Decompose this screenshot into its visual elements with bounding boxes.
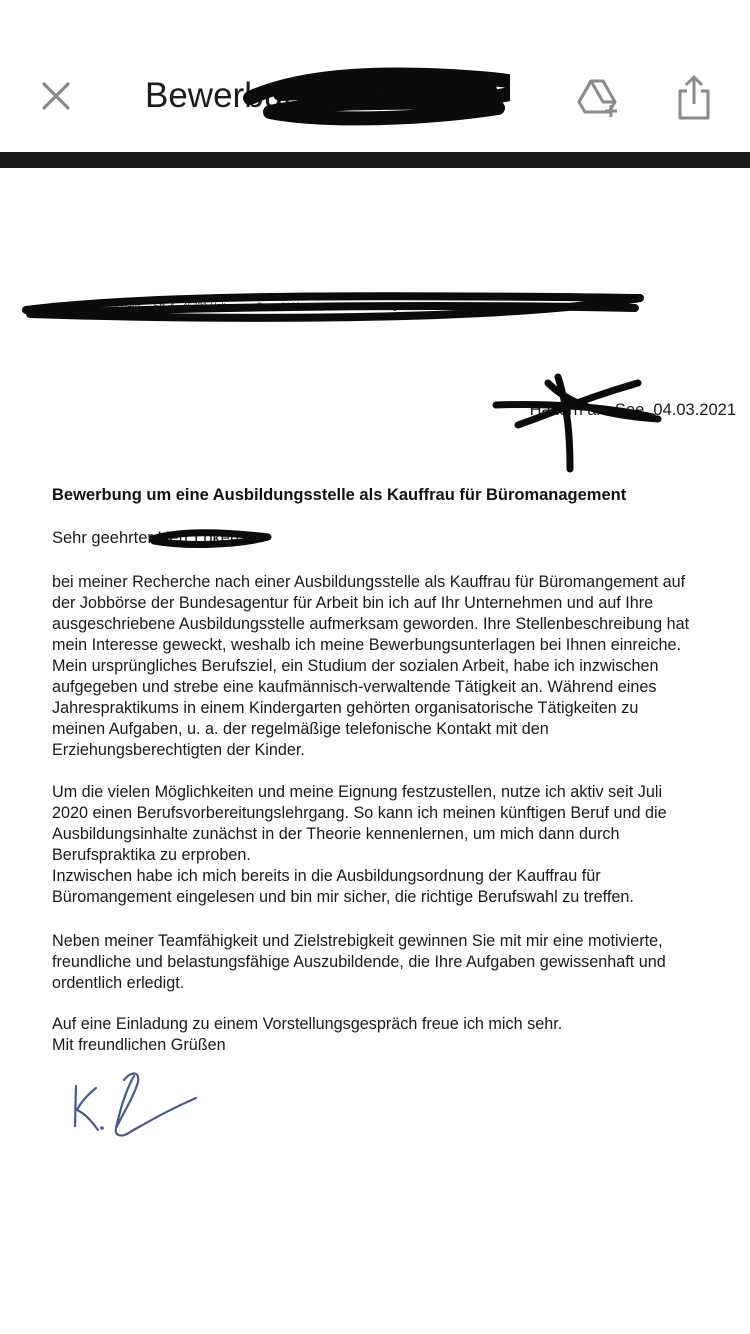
text-line: Inzwischen habe ich mich bereits in die Ausbildungsordnung der Kauffrau für xyxy=(52,867,601,885)
close-icon xyxy=(40,80,72,112)
text-line: Berufspraktika zu erproben. xyxy=(52,846,251,864)
text-line: freundliche und belastungsfähige Auszubildende, die Ihre Aufgaben gewissenhaft und xyxy=(52,953,666,971)
text-line: der Jobbörse der Bundesagentur für Arbeit bin ich auf Ihr Unternehmen und auf Ihre xyxy=(52,594,654,612)
text-line: Mein ursprüngliches Berufsziel, ein Studium der sozialen Arbeit, habe ich inzwischen xyxy=(52,657,659,675)
text-line: 2020 einen Berufsvorbereitungslehrgang. So kann ich meinen künftigen Beruf und die xyxy=(52,804,667,822)
document-title: Bewerbung Gis Cons... xyxy=(145,76,505,115)
share-button[interactable] xyxy=(668,70,720,126)
text-line: Auf eine Einladung zu einem Vorstellungsgespräch freue ich mich sehr. xyxy=(52,1015,563,1033)
text-line: mein Interesse geweckt, weshalb ich meine Bewerbungsunterlagen bei Ihnen einreiche. xyxy=(52,636,681,654)
text-line: Ausbildungsinhalte zunächst in der Theorie kennenlernen, um mich dann durch xyxy=(52,825,620,843)
close-button[interactable] xyxy=(34,74,78,118)
text-line: meinen Aufgaben, u. a. der regelmäßige telefonische Kontakt mit den xyxy=(52,720,549,738)
text-line: Um die vielen Möglichkeiten und meine Eignung festzustellen, nutze ich aktiv seit Juli xyxy=(52,783,663,801)
letter-subject: Bewerbung um eine Ausbildungsstelle als Kauffrau für Büromanagement xyxy=(52,486,627,504)
letter-closing xyxy=(52,1014,742,1056)
text-line: Erziehungsberechtigten der Kinder. xyxy=(52,741,305,759)
text-line: Jahrespraktikums in einem Kindergarten gehörten organisatorische Tätigkeiten zu xyxy=(52,699,639,717)
letter-paragraph-3 xyxy=(52,931,742,994)
text-line: Büromangement eingelesen und bin mir sicher, die richtige Berufswahl zu treffen. xyxy=(52,888,634,906)
letter-paragraph-1 xyxy=(52,572,742,761)
letter-date: Haltern am See, 04.03.2021 xyxy=(529,401,736,419)
text-line: ausgeschriebene Ausbildungsstelle aufmerksam geworden. Ihre Stellenbeschreibung hat xyxy=(52,615,690,633)
header-divider xyxy=(0,152,750,168)
letter-salutation: Sehr geehrter Herr Löken, xyxy=(52,529,244,547)
text-line: aufgegeben und strebe eine kaufmännisch-verwaltende Tätigkeit an. Während eines xyxy=(52,678,657,696)
add-to-drive-icon xyxy=(575,77,621,119)
sender-address-line: Ksenia S... · Reinhard-...-Str. 4 · 45721 Haltern am See · 0160... · spielmannksenia@gmail.com xyxy=(52,301,434,311)
share-icon xyxy=(676,75,712,121)
add-to-drive-button[interactable] xyxy=(572,72,624,124)
date-redaction-scribble xyxy=(488,373,668,473)
letter-paragraph-2 xyxy=(52,782,742,908)
handwritten-signature xyxy=(68,1066,203,1146)
text-line: bei meiner Recherche nach einer Ausbildungsstelle als Kauffrau für Büromangement auf xyxy=(52,573,686,591)
text-line: ordentlich erledigt. xyxy=(52,974,185,992)
letter-page xyxy=(0,168,750,1334)
top-app-bar xyxy=(0,0,750,152)
text-line: Mit freundlichen Grüßen xyxy=(52,1036,226,1054)
text-line: Neben meiner Teamfähigkeit und Zielstrebigkeit gewinnen Sie mit mir eine motivierte, xyxy=(52,932,663,950)
